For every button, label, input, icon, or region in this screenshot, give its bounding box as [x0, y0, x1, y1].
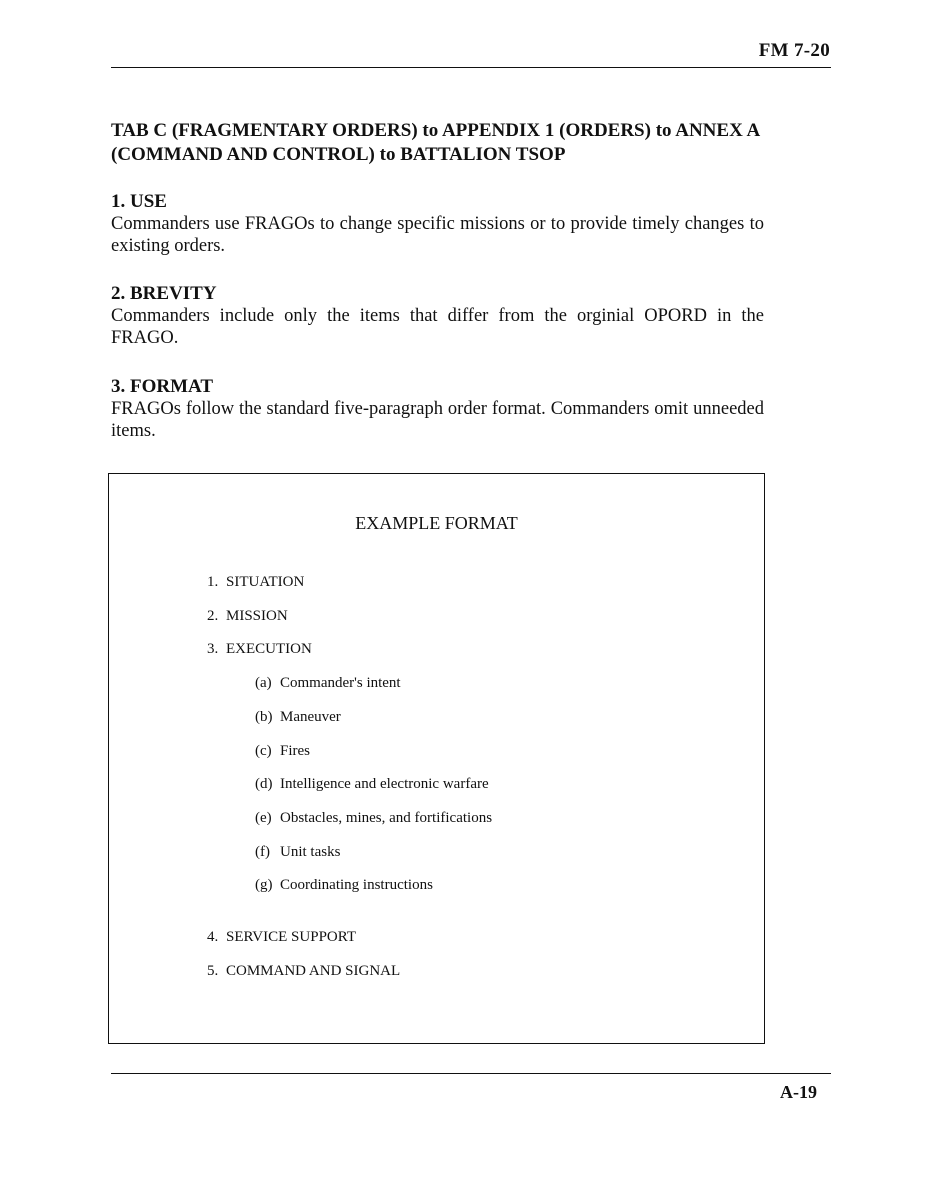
item-label: MISSION: [226, 608, 288, 624]
sub-item-letter: (b): [255, 709, 273, 725]
sub-item-letter: (c): [255, 743, 272, 759]
item-number: 2.: [207, 608, 219, 624]
sub-item: [255, 776, 489, 793]
item-label: EXECUTION: [226, 641, 312, 657]
sub-item-label: Fires: [280, 743, 310, 759]
document-title: TAB C (FRAGMENTARY ORDERS) to APPENDIX 1 (ORDERS) to ANNEX A (COMMAND AND CONTROL) to BATTALION TSOP: [111, 120, 760, 165]
item-number: 5.: [207, 963, 219, 979]
item-label: SERVICE SUPPORT: [226, 929, 357, 945]
list-item: [207, 929, 356, 946]
sub-item: [255, 675, 401, 692]
header-rule: [111, 67, 831, 68]
sub-item: [255, 709, 341, 726]
sub-item-label: Maneuver: [280, 709, 341, 725]
list-item: [207, 608, 288, 625]
section-body: FRAGOs follow the standard five-paragraph order format. Commanders omit unneeded items.: [111, 399, 764, 441]
item-number: 4.: [207, 929, 219, 945]
footer-rule: [111, 1073, 831, 1074]
sub-item-label: Unit tasks: [280, 844, 341, 860]
sub-item-label: Commander's intent: [280, 675, 401, 691]
list-item: [207, 963, 400, 980]
section-format: [111, 375, 764, 442]
sub-item: [255, 810, 492, 827]
list-item: [207, 641, 312, 658]
sub-item: [255, 743, 310, 760]
section-body: Commanders use FRAGOs to change specific missions or to provide timely changes to existing orders.: [111, 214, 764, 256]
section-brevity: [111, 282, 764, 349]
manual-id: FM 7-20: [758, 40, 830, 61]
sub-item-letter: (f): [255, 844, 270, 860]
item-number: 1.: [207, 574, 219, 590]
item-label: SITUATION: [226, 574, 305, 590]
example-format-box: [108, 473, 765, 1044]
section-heading: 1. USE: [111, 191, 167, 212]
section-heading: 2. BREVITY: [111, 283, 217, 304]
item-label: COMMAND AND SIGNAL: [226, 963, 401, 979]
section-body: Commanders include only the items that differ from the orginial OPORD in the FRAGO.: [111, 306, 764, 348]
sub-item-label: Coordinating instructions: [280, 877, 433, 893]
sub-item: [255, 844, 340, 861]
sub-item-label: Obstacles, mines, and fortifications: [280, 810, 493, 826]
page-number: A-19: [780, 1082, 817, 1102]
list-item: [207, 574, 304, 591]
sub-item-label: Intelligence and electronic warfare: [280, 776, 489, 792]
sub-item-letter: (d): [255, 776, 273, 792]
sub-item: [255, 877, 433, 894]
example-title: EXAMPLE FORMAT: [355, 513, 518, 533]
sub-item-letter: (e): [255, 810, 272, 826]
sub-item-letter: (a): [255, 675, 272, 691]
section-heading: 3. FORMAT: [111, 376, 214, 397]
section-use: [111, 190, 764, 257]
sub-item-letter: (g): [255, 877, 273, 893]
item-number: 3.: [207, 641, 219, 657]
